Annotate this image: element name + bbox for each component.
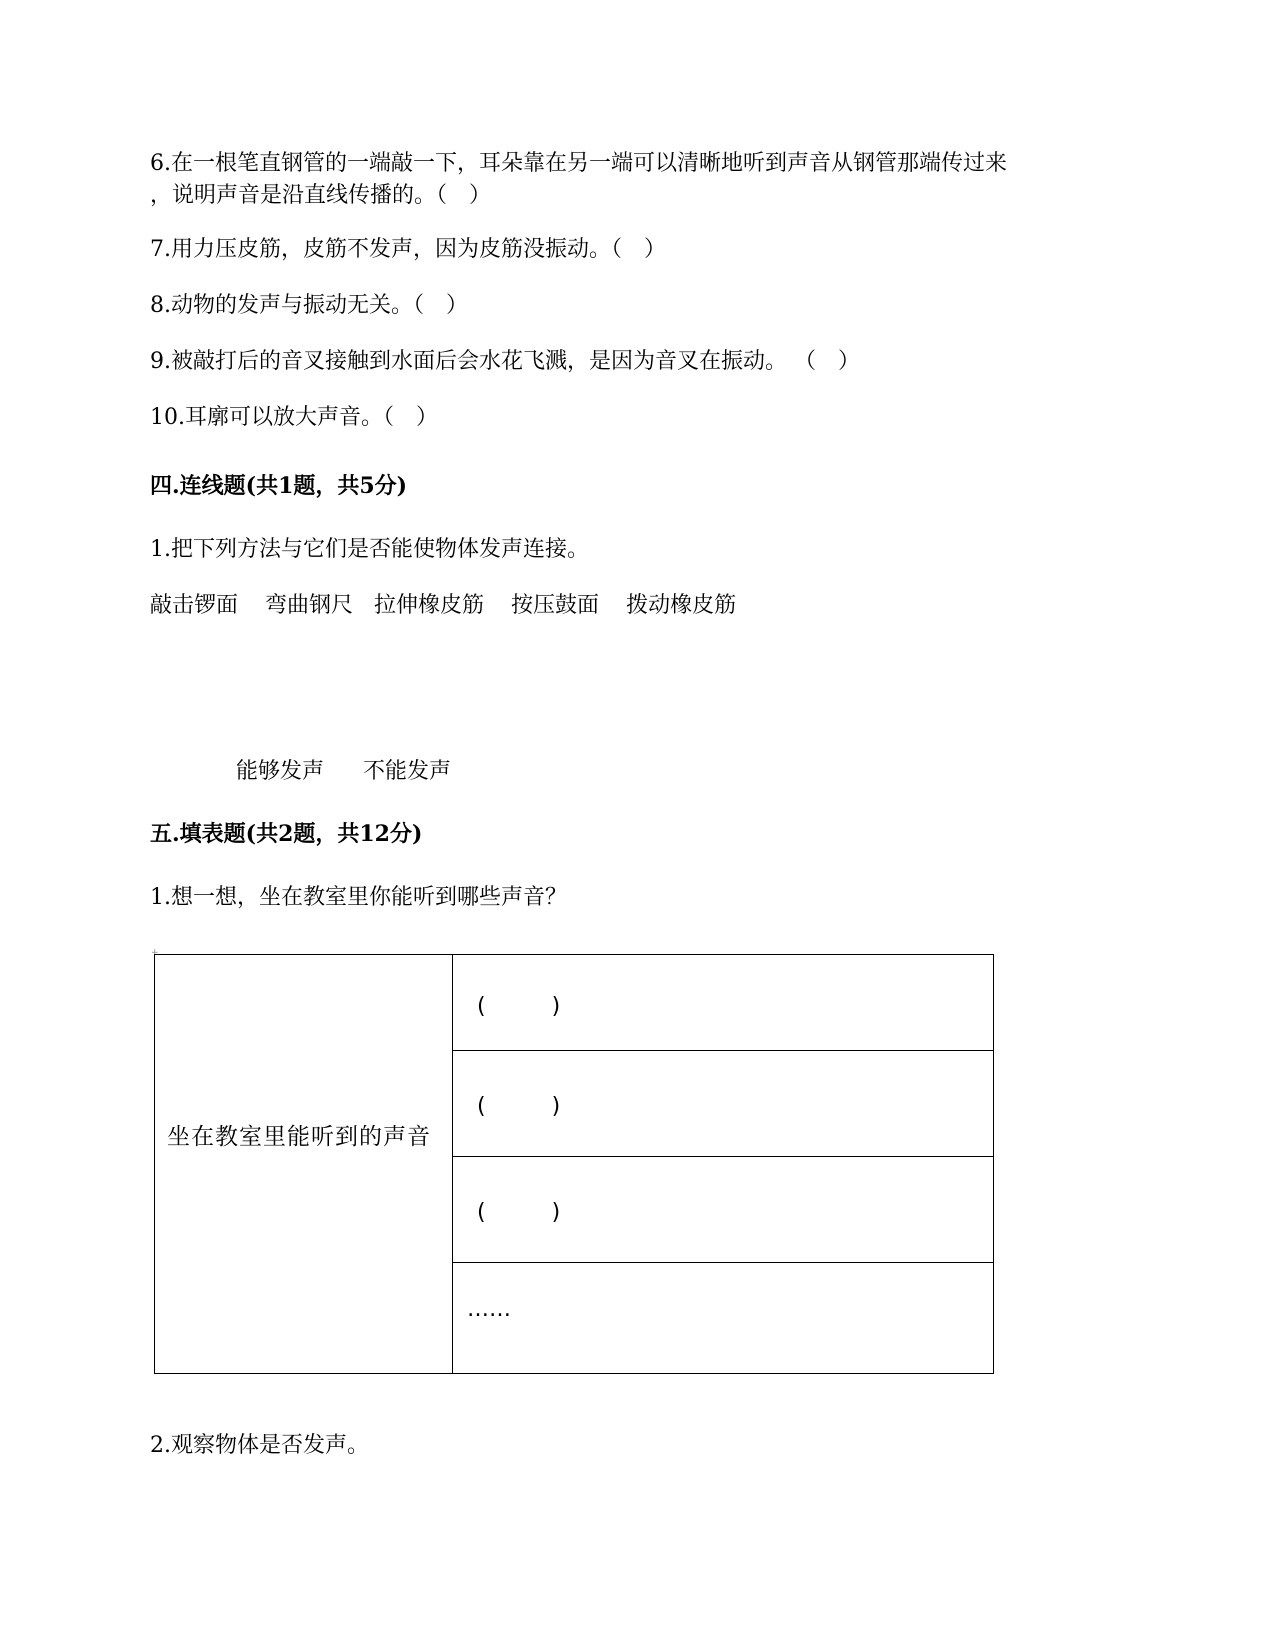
section4-heading: 四.连线题(共1题，共5分) — [150, 473, 408, 499]
match-results — [236, 756, 451, 788]
q9: 9.被敲打后的音叉接触到水面后会水花飞溅，是因为音叉在振动。 （ ） — [150, 349, 860, 374]
result-item: 能够发声 — [236, 759, 325, 784]
section5-q1: 1.想一想，坐在教室里你能听到哪些声音？ — [150, 885, 567, 910]
sound-table — [154, 954, 994, 1374]
method-item: 拨动橡皮筋 — [626, 593, 737, 618]
table-cell-blank[interactable]: ( ) — [477, 1094, 561, 1119]
table-left-label: 坐在教室里能听到的声音 — [167, 1124, 431, 1150]
table-row — [453, 1263, 993, 1373]
result-item: 不能发声 — [363, 759, 452, 784]
q6-line1: 6.在一根笔直钢管的一端敲一下，耳朵靠在另一端可以清晰地听到声音从钢管那端传过来 — [150, 151, 1007, 176]
table-row — [453, 1051, 993, 1157]
method-item: 拉伸橡皮筋 — [374, 593, 485, 618]
table-cell-blank[interactable]: ( ) — [477, 994, 561, 1019]
q10: 10.耳廓可以放大声音。（ ） — [150, 405, 438, 430]
table-left-label-cell — [155, 955, 453, 1373]
q6-line2: ，说明声音是沿直线传播的。（ ） — [150, 183, 492, 208]
section5-heading: 五.填表题(共2题，共12分) — [150, 821, 423, 847]
table-row — [453, 955, 993, 1051]
method-item: 按压鼓面 — [511, 593, 600, 618]
table-cell-ellipsis: …… — [467, 1297, 511, 1322]
q7: 7.用力压皮筋，皮筋不发声，因为皮筋没振动。（ ） — [150, 237, 666, 262]
method-item: 敲击锣面 — [150, 593, 239, 618]
q8: 8.动物的发声与振动无关。（ ） — [150, 293, 468, 318]
table-row — [453, 1157, 993, 1263]
cursor-mark: + — [151, 948, 159, 958]
method-item: 弯曲钢尺 — [265, 593, 354, 618]
section4-q1: 1.把下列方法与它们是否能使物体发声连接。 — [150, 537, 589, 562]
table-cell-blank[interactable]: ( ) — [477, 1200, 561, 1225]
match-methods — [150, 590, 736, 622]
section5-q2: 2.观察物体是否发声。 — [150, 1433, 369, 1458]
